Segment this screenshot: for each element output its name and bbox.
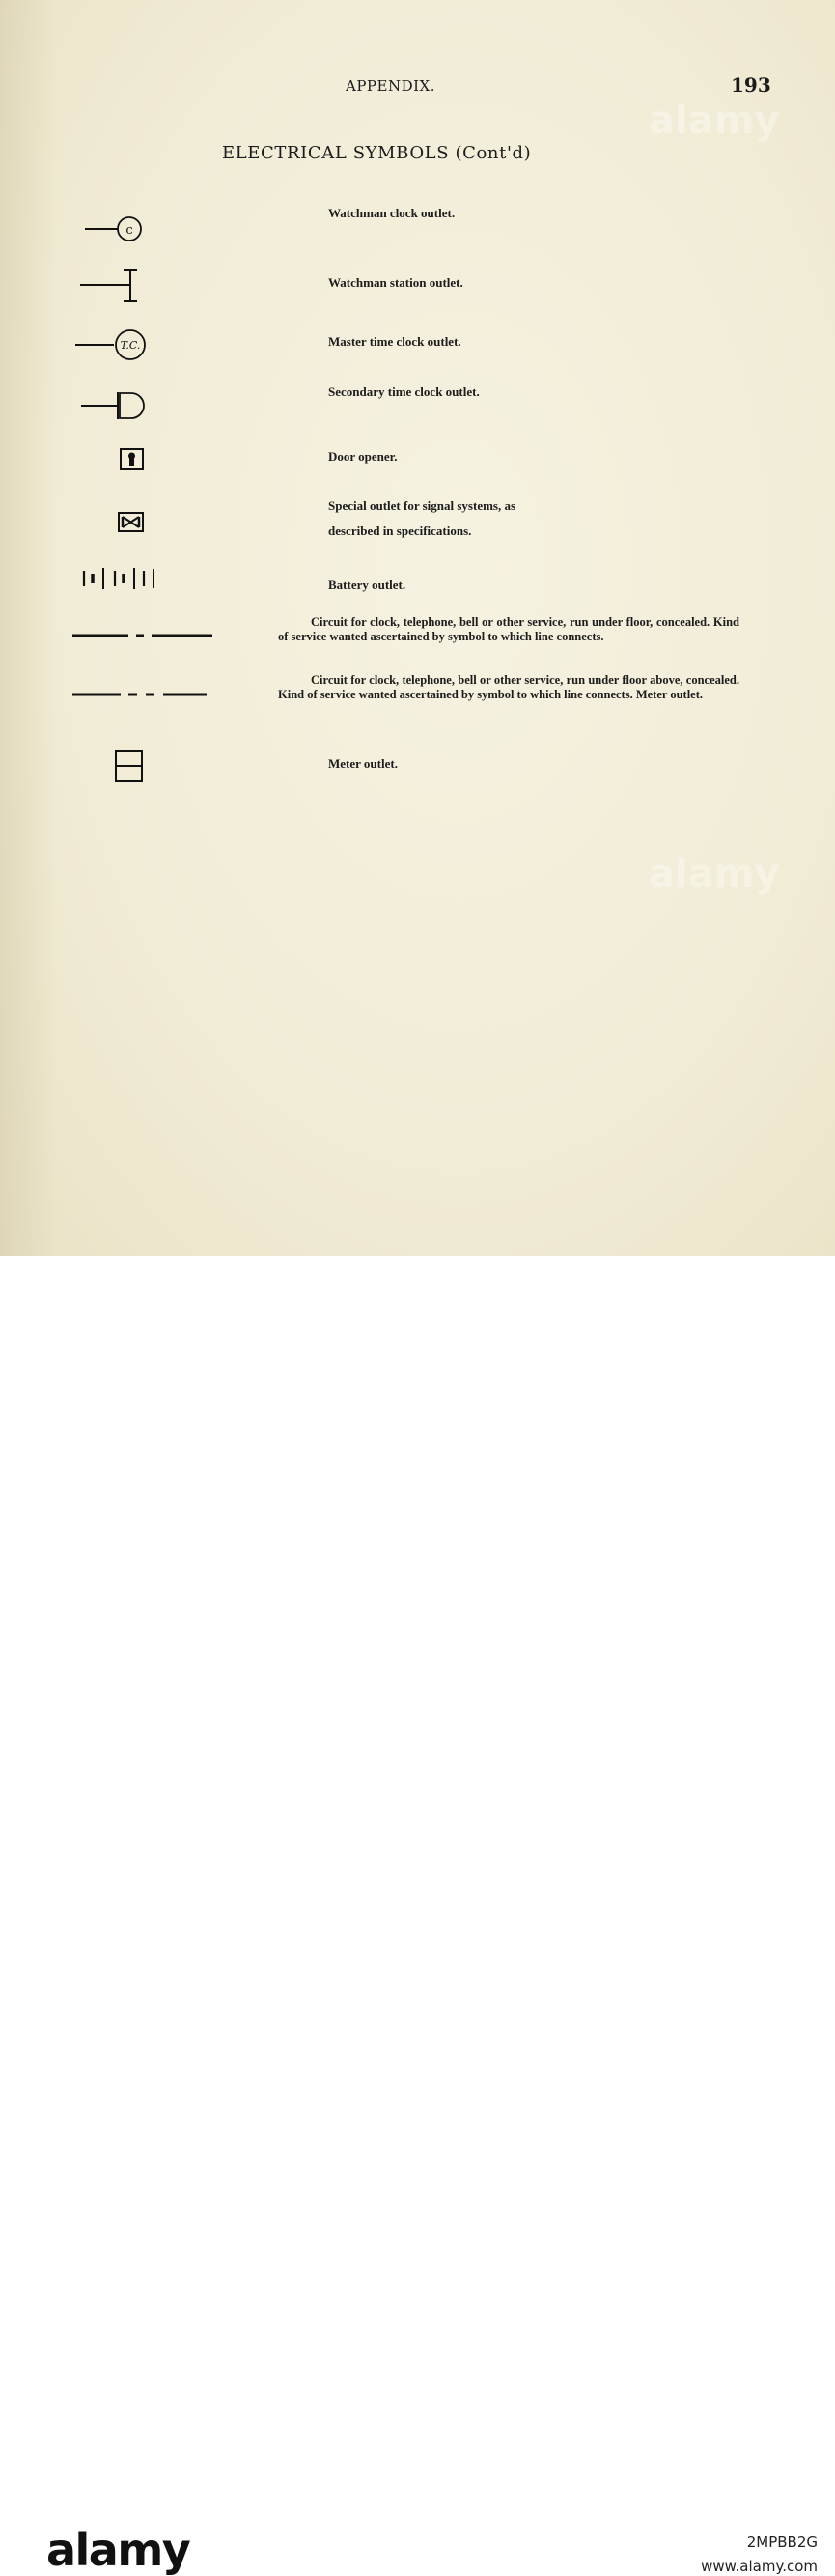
- page-title: ELECTRICAL SYMBOLS (Cont'd): [222, 143, 532, 163]
- door-opener-symbol: [120, 448, 145, 471]
- symbol-label: Battery outlet.: [328, 578, 406, 592]
- watchman-clock-outlet-symbol: [85, 214, 147, 243]
- symbol-label: Watchman station outlet.: [328, 275, 463, 290]
- tc-text: T.C.: [120, 339, 141, 352]
- circuit-floor-above-description: Circuit for clock, telephone, bell or other service, run under floor above, concealed. Kind of service wanted ascertained by symbol to which line connects. Meter outlet.: [278, 673, 739, 701]
- image-id: 2MPBB2G: [746, 2534, 818, 2551]
- watermark-footer: [0, 1256, 835, 2576]
- symbol-label: Meter outlet.: [328, 756, 398, 771]
- symbol-label: Secondary time clock outlet.: [328, 384, 480, 399]
- circuit-under-floor-line: [72, 632, 213, 639]
- symbol-label: Watchman clock outlet.: [328, 206, 456, 220]
- running-header: APPENDIX.: [346, 77, 435, 95]
- watermark-overlay: alamy: [649, 99, 780, 143]
- master-time-clock-outlet-symbol: [75, 328, 149, 361]
- watermark-overlay: alamy: [649, 852, 780, 896]
- symbol-label: Special outlet for signal systems, as described in specifications.: [328, 498, 516, 538]
- circuit-under-floor-description: Circuit for clock, telephone, bell or other service, run under floor, concealed. Kind of service wanted ascertained by symbol to which line connects.: [278, 615, 739, 643]
- special-outlet-signal-symbol: [118, 512, 145, 533]
- secondary-time-clock-outlet-symbol: [81, 390, 149, 421]
- svg-text:c: c: [125, 223, 133, 238]
- book-page: [0, 0, 835, 1256]
- battery-outlet-symbol: [82, 565, 159, 590]
- watchman-station-outlet-symbol: [80, 269, 142, 305]
- page-number: 193: [731, 73, 771, 97]
- alamy-logo: alamy: [46, 2524, 190, 2576]
- symbol-label: Master time clock outlet.: [328, 334, 461, 349]
- meter-outlet-symbol: [115, 750, 144, 783]
- symbol-label: Door opener.: [328, 449, 398, 464]
- site-url: www.alamy.com: [701, 2558, 818, 2575]
- circuit-floor-above-line: [72, 691, 208, 698]
